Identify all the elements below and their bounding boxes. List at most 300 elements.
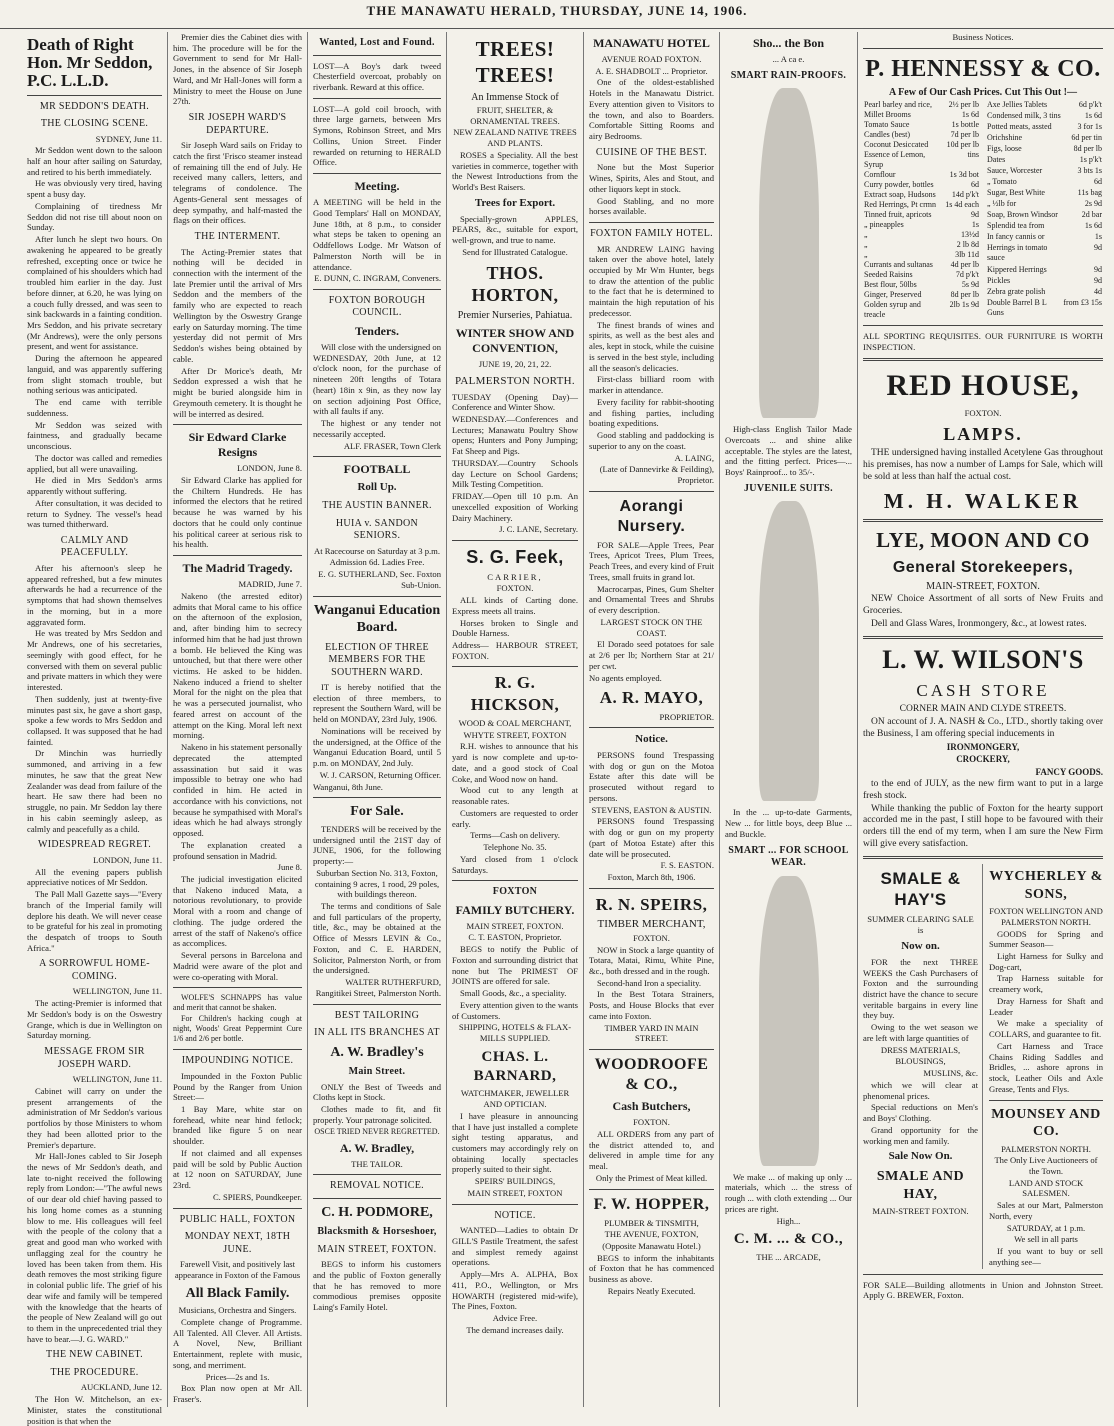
price-item: „	[864, 230, 868, 240]
price-value: 1s 6d	[1084, 111, 1102, 121]
signature: ALF. FRASER, Town Clerk	[343, 440, 441, 451]
football-banner: THE AUSTIN BANNER.	[322, 500, 432, 512]
paragraph: NOW in Stock a large quantity of Totara, Matai, Rimu, White Pine, &c., both dressed and in the rough.	[589, 944, 714, 976]
paragraph: Send for Illustrated Catalogue.	[462, 246, 568, 257]
woodroofe-place: FOXTON.	[633, 1117, 670, 1128]
price-value: 6d	[971, 180, 979, 190]
price-item: Millet Brooms	[864, 110, 911, 120]
price-row	[986, 100, 1103, 111]
school-wear-heading: SMART ... FOR SCHOOL WEAR.	[728, 844, 849, 869]
price-value: 1s 6d	[961, 110, 979, 120]
price-row	[986, 199, 1103, 210]
price-row	[863, 200, 980, 210]
hopper-name: F. W. HOPPER,	[593, 1195, 710, 1213]
paragraph: No agents employed.	[589, 672, 662, 683]
paragraph: Cart Harness and Trace Chains Riding Saddles and Bridles, ... ashore aprons in stock, Leather Oils and Axle Grease, Tents and Flys.	[989, 1040, 1103, 1094]
price-item: „ ½lb for	[987, 199, 1017, 209]
paragraph: THURSDAY.—Country Schools day Lecture on School Gardens; Milk Testing Competition.	[452, 457, 578, 490]
paragraph: GOODS for Spring and Summer Season—	[989, 928, 1103, 950]
price-item: Kippered Herrings	[987, 265, 1047, 275]
subhead: THE INTERMENT.	[194, 231, 281, 243]
subhead: ELECTION OF THREE MEMBERS FOR THE SOUTHERN WARD.	[325, 641, 429, 678]
butchery-place: FOXTON	[492, 886, 538, 898]
paragraph: NEW Choice Assortment of all sorts of New Fruits and Groceries.	[863, 594, 1103, 616]
price-row	[863, 240, 980, 250]
schnapps-ad: WOLFE'S SCHNAPPS has value and merit that cannot be shaken.	[173, 993, 302, 1013]
signature: E. DUNN, C. INGRAM, Conveners.	[314, 273, 441, 284]
paragraph: WANTED—Ladies to obtain Dr GILL'S Pastile Treatment, the safest and simplest remedy against operations.	[452, 1225, 578, 1268]
signature: A. LAING,	[674, 452, 714, 463]
price-item: „ pineapples	[864, 220, 904, 230]
paragraph: Suburban Section No. 313, Foxton, containing 9 acres, 1 rood, 29 poles, with buildings thereon.	[314, 867, 440, 900]
speirs-name: R. N. SPEIRS,	[595, 894, 708, 914]
price-row	[863, 210, 980, 220]
price-value: 2 lb 8d	[956, 240, 979, 250]
price-item: Curry powder, bottles	[864, 180, 934, 190]
paragraph: FRUIT, SHELTER, & ORNAMENTAL TREES.	[470, 105, 560, 126]
paragraph: BEGS to inform his customers and the public of Foxton generally that he has removed to more commodious premises opposite Laing's Family Hotel.	[313, 1259, 441, 1313]
paragraph: The judicial investigation elicited that Nakeno induced Mata, a notorious revolutionary, to provide Moral with a room and change of clothing. The judge ordered the arrest of the staff of Nakeno's office as accomplices.	[173, 873, 302, 949]
hickson-sub: WOOD & COAL MERCHANT,	[458, 717, 572, 728]
paragraph: He was treated by Mrs Seddon and Mr Andrews, one of his secretaries, seemingly with good effect, for he conversed with them on several public and private matters in which they were interested.	[27, 628, 162, 693]
paragraph: ON account of J. A. NASH & Co., LTD., shortly taking over the Business, I am offering special inducements in	[863, 717, 1103, 740]
paragraph: SHIPPING, HOTELS & FLAX-MILLS SUPPLIED.	[458, 1022, 572, 1044]
price-row	[863, 190, 980, 200]
paragraph: Grand opportunity for the working men and family.	[863, 1124, 978, 1146]
price-item: Splendid tea from	[987, 221, 1045, 231]
subhead: A SORROWFUL HOME-COMING.	[39, 958, 150, 982]
price-item: Orichshine	[987, 133, 1023, 143]
paragraph: Premier dies the Cabinet dies with him. The procedure will be for the Government to send for Mr Hall-Jones, in the absence of Sir Joseph Ward, and Mr Hall-Jones will form a Ministry to meet the House on June 27th.	[173, 32, 302, 107]
paragraph: The finest brands of wines and spirits, as well as the best ales and ales, kept in stock, while the cuisine is served in the best style, including all the season's delicacies.	[589, 319, 714, 373]
price-row	[863, 280, 980, 290]
signature: WALTER RUTHERFURD, Rangitikei Street, Palmerston North.	[315, 977, 441, 998]
paragraph: Nakeno in his statement personally deprecated the attempted assassination but said it was impossible to betray one who had confided in him. He acted in accordance with his convictions, not because he sympathised with Moral's ideas which he had always strongly opposed.	[173, 742, 302, 839]
paragraph: Sir Edward Clarke has applied for the Chiltern Hundreds. He has informed the electors that he retired because he was warned by his doctors that he could only continue his political career at serious risk to his health.	[173, 475, 302, 550]
price-value: 7d p'k't	[955, 270, 979, 280]
paragraph: SPEIRS' BUILDINGS,	[474, 1176, 556, 1187]
price-value: 3lb 11d	[955, 250, 979, 260]
price-item: Golden syrup and treacle	[864, 300, 921, 320]
price-value: 6d	[1094, 177, 1102, 187]
price-value: 1s p'k't	[1079, 155, 1102, 165]
walker-name: M. H. WALKER	[883, 489, 1083, 514]
paragraph: WEDNESDAY.—Conferences and Lectures; Manawatu Poultry Show opens; Hunters and Pony Jumping; Fat Sheep and Pigs.	[452, 414, 578, 457]
overcoat-figure-illustration	[759, 88, 819, 418]
price-item: In fancy cannis or	[987, 232, 1045, 242]
horton-sub: Premier Nurseries, Pahiatua.	[457, 309, 573, 321]
dateline: SYDNEY, June 11.	[95, 133, 162, 144]
paragraph: El Dorado seed potatoes for sale at 2/6 per lb; Northern Star at 21/ per cwt.	[589, 639, 714, 671]
column-5	[583, 32, 719, 1407]
paragraph: We sell in all parts	[1014, 1234, 1078, 1245]
paragraph: The Acting-Premier states that nothing will be decided in connection with the interment of the late Premier until the arrival of Mrs Seddon and the members of the family who are expected to reach Wellington by the Oswestry Grange early on Saturday morning. The time yesterday did not permit of Mrs Seddon's wishes being obtained by cable.	[173, 246, 302, 364]
price-row	[986, 243, 1103, 265]
paragraph: Musicians, Orchestra and Singers.	[178, 1305, 297, 1316]
paragraph: Sir Joseph Ward sails on Friday to catch the first 'Frisco steamer instead of remaining till the end of July. He received many callers, letters, and telegrams of condolence. The Agents-General sent messages of deep sympathy, and half-masted the flags on their offices.	[173, 140, 302, 226]
speirs-sub: TIMBER MERCHANT,	[597, 918, 706, 931]
price-value: 4d	[1094, 287, 1102, 297]
paragraph: Telephone No. 35.	[483, 842, 547, 853]
speirs-place: FOXTON.	[633, 932, 670, 943]
paragraph: The Hon W. Mitchelson, an ex-Minister, states the constitutional position is that when the	[27, 1394, 162, 1426]
paragraph: Address— HARBOUR STREET, FOXTON.	[452, 640, 578, 661]
paragraph: DRESS MATERIALS,	[880, 1044, 961, 1055]
export-heading: Trees for Export.	[474, 196, 556, 209]
paragraph: Clothes made to fit, and fit properly. Your patronage solicited.	[313, 1104, 441, 1125]
paragraph: Impounded in the Foxton Public Pound by the Ranger from Union Street:—	[173, 1070, 302, 1103]
price-value: 1s	[971, 220, 979, 230]
bradley-name: A. W. Bradley's	[330, 1044, 424, 1060]
paragraph: I have pleasure in announcing that I have just installed a complete sight testing apparatus, and customers may accordingly rely on obtaining locally spectacles properly suited to their sight.	[452, 1110, 578, 1175]
juvenile-heading: JUVENILE SUITS.	[744, 482, 833, 494]
paragraph: BEGS to notify the Public of Foxton and surrounding district that none but The PRIMEST OF JOINTS are offered for sale.	[452, 944, 578, 987]
price-item: Axe Jellies Tablets	[987, 100, 1048, 110]
subhead: THE NEW CABINET.	[46, 1349, 143, 1361]
price-item: Red Herrings, Pt crmn	[864, 200, 936, 210]
paragraph: A MEETING will be held in the Good Templars' Hall on MONDAY, June 18th, at 8 p.m., to consider what steps be taken to opening an Oddfellows Lodge. Mr Watson of Palmerston North will be in attendance.	[313, 197, 441, 272]
mayo-name: A. R. MAYO,	[599, 688, 704, 708]
hall-heading: PUBLIC HALL, FOXTON	[179, 1213, 296, 1225]
cough-ad: For Children's hacking cough at night, Woods' Great Peppermint Cure 1/6 and 2/6 per bottle.	[173, 1014, 302, 1044]
podmore-sub: Blacksmith & Horseshoer,	[317, 1226, 437, 1238]
football-roll: Roll Up.	[357, 481, 397, 494]
lost-ad: LOST—A Boy's dark tweed Chesterfield overcoat, probably on riverbank. Reward at this office.	[313, 60, 441, 92]
paragraph: ALL ORDERS from any part of the district attended to, and delivered in ample time for any meal.	[589, 1128, 714, 1172]
paragraph: First-class billiard room with marker in attendance.	[589, 374, 714, 396]
dateline: Wanganui, 8th June.	[313, 781, 383, 792]
price-value: 7d per lb	[950, 130, 979, 140]
price-value: 11s bag	[1077, 188, 1102, 198]
paragraph: The Only Live Auctioneers of the Town.	[994, 1155, 1098, 1177]
price-item: Zebra grate polish	[987, 287, 1046, 297]
price-value: 2lb 1s 9d	[949, 300, 979, 310]
subhead: THE CLOSING SCENE.	[40, 118, 149, 130]
paragraph: An Immense Stock of	[471, 91, 559, 103]
price-item: Tinned fruit, apricots	[864, 210, 932, 220]
paragraph: After lunch he slept two hours. On awakening he appeared to be greatly refreshed, excepting once or twice he complained of his shoulders which had troubled him earlier in the day. Just before dinner, at 6.20, he was lying on a couch fully dressed, and was seen to sink backwards in a fainting condition. Mrs Seddon, and his private secretary (Mr Andrews), were the only persons present, and went for assistance.	[27, 234, 162, 352]
butchery-heading: FAMILY BUTCHERY.	[455, 902, 575, 917]
red-house-heading: RED HOUSE,	[886, 368, 1080, 402]
dateline: LONDON, June 11.	[93, 854, 162, 865]
notice-heading: NOTICE.	[494, 1209, 536, 1221]
price-value: 1s	[1094, 232, 1102, 242]
price-item: Pickles	[987, 276, 1011, 286]
price-item: Condensed milk, 3 tins	[987, 111, 1061, 121]
price-row	[986, 221, 1103, 232]
paragraph: Light Harness for Sulky and Dog-cart,	[989, 951, 1103, 972]
paragraph: He was obviously very tired, having spent a busy day.	[27, 178, 162, 200]
notice-heading: Notice.	[635, 733, 668, 746]
paragraph: AVENUE ROAD FOXTON.	[601, 54, 702, 64]
paragraph: Owing to the wet season we are left with large quantities of	[863, 1022, 978, 1043]
feek-place: FOXTON.	[496, 583, 534, 594]
wanganui-heading: Wanganui Education Board.	[313, 602, 441, 636]
paragraph: Advice Free.	[492, 1313, 538, 1324]
arcade: THE ... ARCADE,	[756, 1252, 821, 1263]
paragraph: MUSLINS, &c.	[923, 1068, 978, 1079]
price-row	[863, 170, 980, 180]
woodroofe-sub: Cash Butchers,	[612, 1099, 691, 1114]
paragraph: Nakeno (the arrested editor) admits that Moral came to his office on the afternoon of the explosion, and, after binding him to secrecy informed him that he had just thrown a bomb. He believed the King was untouched, but that there were other victims. He asked to be hidden. Nakeno induced a friend to shelter Moral for the night on the plea that he was a persecuted journalist, who feared arrest on account of the attempt on the King. Moral left next morning.	[173, 590, 302, 741]
paragraph: Specially-grown APPLES, PEARS, &c., suitable for export, well-grown, and true to name.	[452, 213, 578, 246]
paragraph: Box Plan now open at Mr All. Fraser's.	[173, 1383, 302, 1404]
paragraph: Horses broken to Single and Double Harness.	[452, 617, 578, 639]
signature: E. G. SUTHERLAND, Sec. Foxton Sub-Union.	[318, 569, 441, 590]
price-list	[863, 100, 1103, 320]
paragraph: TUESDAY (Opening Day)—Conference and Winter Show.	[452, 391, 578, 413]
column-2	[167, 32, 307, 1407]
signature: F. S. EASTON.	[660, 860, 714, 871]
price-row	[986, 133, 1103, 144]
paragraph: Then suddenly, just at twenty-five minutes past six, he gave a short gasp, spoke a few words to Mrs Seddon and collapsed. It was supposed that he had fainted.	[27, 693, 162, 747]
paragraph: The terms and conditions of Sale and full particulars of the property, title, &c., may be obtained at the Office of Messrs LEVIN & Co., Foxton, and C. E. HARDEN, Solicitor, Palmerston North, or from the undersigned.	[313, 901, 441, 976]
price-item: Sugar, Best White	[987, 188, 1045, 198]
price-item: Coconut Desiccated	[864, 140, 929, 150]
price-item: Currants and sultanas	[864, 260, 933, 270]
paragraph: Wood cut to any length at reasonable rates.	[452, 785, 578, 807]
street: MAIN-STREET FOXTON.	[872, 1206, 969, 1217]
red-house-place: FOXTON.	[964, 408, 1002, 419]
subhead: CALMLY AND PEACEFULLY.	[60, 534, 129, 559]
paragraph: Several persons in Barcelona and Madrid were aware of the plot and were co-operating with Moral.	[173, 950, 302, 982]
price-value: 1s 6d	[1084, 221, 1102, 231]
column-7	[857, 32, 1108, 1407]
price-item: Cornflour	[864, 170, 896, 180]
price-item: Seeded Raisins	[864, 270, 913, 280]
tenders-heading: Tenders.	[355, 323, 399, 338]
paragraph: Yard closed from 1 o'clock Saturdays.	[452, 853, 578, 875]
paragraph: After Dr Morice's death, Mr Seddon expressed a wish that he might be buried alongside him in Greymouth cemetery. It is thought he will be interred as desired.	[173, 365, 302, 419]
price-value: from £3 15s	[1063, 298, 1102, 308]
price-item: Figs, loose	[987, 144, 1022, 154]
paragraph: Complete change of Programme. All Talented. All Clever. All Artists. A Novel, New, Brilliant Entertainment, replete with music, song, and merriment.	[173, 1316, 302, 1370]
price-value: 9d	[971, 210, 979, 220]
paragraph: Good Stabling, and no more horses available.	[589, 195, 714, 217]
street: CORNER MAIN AND CLYDE STREETS.	[899, 704, 1067, 715]
price-row	[986, 177, 1103, 188]
hickson-name: R. G. HICKSON,	[470, 673, 560, 714]
for-sale-heading: For Sale.	[350, 804, 404, 820]
paragraph: The highest or any tender not necessarily accepted.	[313, 418, 441, 439]
paragraph: After his afternoon's sleep he appeared refreshed, but a few minutes afterwards he had a recurrence of the symptoms that had shown themselves in the morning, but in a more aggravated form.	[27, 562, 162, 627]
price-item: Potted meats, assted	[987, 122, 1052, 132]
wycherley-sub: FOXTON WELLINGTON AND PALMERSTON NORTH.	[989, 906, 1103, 927]
paragraph: Dray Harness for Shaft and Leader	[989, 995, 1103, 1017]
paragraph: 1 Bay Mare, white star on forehead, white near hind fetlock; branded like figure 5 on near shoulder.	[173, 1104, 302, 1147]
paragraph: TIMBER YARD IN MAIN STREET.	[604, 1022, 699, 1044]
family-hotel-heading: FOXTON FAMILY HOTEL.	[590, 228, 713, 240]
signature: A. W. Bradley,	[339, 1140, 415, 1155]
price-item: „	[864, 240, 868, 250]
paragraph: Dr Minchin was hurriedly summoned, and arriving in a few minutes, he saw that the great New Zealander was dead from failure of the heart. He saw there had been no struggle, no pain. Mr Seddon lay there in his cabin seemingly asleep, as calmly and peacefully as a child.	[27, 748, 162, 834]
paragraph: LAND AND STOCK SALESMEN.	[1008, 1177, 1084, 1199]
price-value: 8d per lb	[1073, 144, 1102, 154]
street: MAIN-STREET, FOXTON.	[926, 580, 1040, 592]
dates: JUNE 19, 20, 21, 22.	[478, 359, 552, 370]
price-item: Extract soap, Hudsons	[864, 190, 936, 200]
column-3	[307, 32, 446, 1407]
paragraph: Will close with the undersigned on WEDNESDAY, 20th June, at 12 o'clock noon, for the purchase of nineteen 20ft lengths of Totara (heart) 18in x 9in, as they now lay on section adjoining Post Office, with all faults if any.	[313, 341, 441, 417]
hopper-street: THE AVENUE, FOXTON,	[604, 1229, 699, 1240]
dateline: Foxton, March 8th, 1906.	[607, 872, 696, 883]
price-row	[863, 300, 980, 320]
seddon-headline: Death of Right Hon. Mr Seddon, P.C. L.L.D.	[27, 35, 153, 90]
paragraph: During the afternoon he appeared languid, and was apparently suffering from slight stomach trouble, but nothing serious was anticipated.	[27, 353, 162, 396]
paragraph: BEGS to inform the inhabitants of Foxton that he has commenced business as above.	[589, 1252, 714, 1285]
masthead: THE MANAWATU HERALD, THURSDAY, JUNE 14, 1906.	[0, 3, 1114, 29]
wilson-name: L. W. WILSON'S	[882, 644, 1084, 674]
price-row	[863, 290, 980, 300]
paragraph: Farewell Visit, and positively last appearance in Foxton of the Famous	[174, 1259, 301, 1280]
price-row	[986, 232, 1103, 243]
price-row	[863, 130, 980, 140]
paragraph: PERSONS found Trespassing with dog or gun on my property (part of Motoa Estate) after this date will be prosecuted.	[589, 816, 714, 859]
barnard-sub: WATCHMAKER, JEWELLER AND OPTICIAN.	[460, 1088, 570, 1110]
wycherley-name: WYCHERLEY & SONS,	[989, 869, 1103, 902]
price-value: 3 bts 1s	[1077, 166, 1102, 176]
paragraph: High-class English Tailor Made Overcoats ... and shine alike acceptable. The styles are the latest, and the fitting perfect. Prices—... Boys' Rainproof... to 35/-.	[725, 424, 852, 478]
paragraph: R.H. wishes to announce that his yard is now complete and up-to-date, and a good stock of Coal Coke, and Wood now on hand.	[452, 741, 578, 784]
subhead: THE PROCEDURE.	[50, 1366, 139, 1378]
price-row	[863, 120, 980, 130]
mayo-sub: PROPRIETOR.	[659, 711, 714, 722]
suit-figure-illustration	[759, 876, 819, 1166]
newspaper-page	[22, 32, 1108, 1426]
price-value: 9d	[1094, 243, 1102, 253]
signature: THE TAILOR.	[351, 1158, 403, 1169]
paragraph: In the ... up-to-date Garments, New ... for little boys, deep Blue ... and Buckle.	[725, 807, 852, 839]
price-item: „	[864, 250, 868, 260]
hotel-heading: MANAWATU HOTEL	[593, 36, 710, 50]
paragraph: Mr Hall-Jones cabled to Sir Joseph the news of Mr Seddon's death, and late to-night received the following reply from London:—"The awful news of our dear old chief having passed to his long home comes as a stunning blow to me. His colleagues will feel with the people of the colony that a great and good man who worked with unflagging zeal for the country he loved has been taken from them. His death removes the most striking figure in colonial public life. The grief of his dear wife and family will be tempered with the knowledge that the hearts of the people of New Zealand will go out to them in the unprecedented trial they have to bear.—J. G. WARD."	[27, 1151, 162, 1344]
paragraph: High...	[776, 1215, 801, 1226]
paragraph: Terms—Cash on delivery.	[470, 830, 560, 841]
paragraph: to the end of JULY, as the new firm want to put in a large fresh stock.	[863, 778, 1103, 801]
dateline: AUCKLAND, June 12.	[80, 1382, 162, 1393]
dateline: June 8.	[277, 862, 302, 873]
price-value: 9d	[1094, 265, 1102, 275]
price-row	[863, 150, 980, 170]
paragraph: Admission 6d. Ladies Free.	[329, 557, 425, 568]
podmore-street: MAIN STREET, FOXTON.	[317, 1243, 437, 1255]
smale-and-hay: SMALE AND HAY,	[876, 1169, 965, 1202]
price-item: Pearl barley and rice,	[864, 100, 932, 110]
column-6	[719, 32, 857, 1407]
price-row	[986, 287, 1103, 298]
paragraph: Nominations will be received by the undersigned, at the Office of the Wanganui Education Board, until 5 p.m. on MONDAY, 2nd July.	[313, 725, 441, 769]
sale-now-on: Sale Now On.	[888, 1150, 953, 1163]
paragraph: Repairs Neatly Executed.	[607, 1285, 696, 1296]
hopper-sub: PLUMBER & TINSMITH,	[604, 1217, 699, 1228]
price-item: „ Tomato	[987, 177, 1017, 187]
paragraph: Second-hand Iron a speciality.	[597, 977, 701, 988]
rain-proofs-heading: SMART RAIN-PROOFS.	[730, 69, 847, 81]
paragraph: SATURDAY, at 1 p.m.	[1006, 1222, 1086, 1233]
paragraph: C. T. EASTON, Proprietor.	[468, 932, 562, 943]
football-heading: FOOTBALL	[343, 462, 411, 477]
price-row	[986, 276, 1103, 287]
price-value: 6d per tin	[1071, 133, 1102, 143]
paragraph: The acting-Premier is informed that Mr Seddon's body is on the Oswestry Grange, which is due in Wellington on Saturday morning.	[27, 998, 162, 1041]
now-on: Now on.	[901, 940, 940, 953]
price-value: 6d p'k't	[1078, 100, 1102, 110]
is: is	[917, 925, 924, 936]
price-item: Ginger, Preserved	[864, 290, 922, 300]
subhead: SIR JOSEPH WARD'S DEPARTURE.	[188, 112, 287, 136]
all-black-family: All Black Family.	[185, 1285, 290, 1301]
paragraph: Cabinet will carry on under the present arrangements of the administration of Mr Seddon's various portfolios by those Ministers to whom they had been allotted prior to the Premier's departure.	[27, 1085, 162, 1150]
price-row	[986, 122, 1103, 133]
price-row	[863, 180, 980, 190]
price-value: 3 for 1s	[1077, 122, 1102, 132]
price-value: 5s 9d	[961, 280, 979, 290]
hickson-street: WHYTE STREET, FOXTON	[463, 729, 567, 740]
paragraph: Dell and Glass Wares, Ironmongery, &c., at lowest rates.	[871, 618, 1087, 629]
goods: FANCY GOODS.	[1035, 766, 1103, 777]
impound-heading: IMPOUNDING NOTICE.	[181, 1055, 294, 1067]
lye-moon-name: LYE, MOON AND CO	[876, 528, 1090, 553]
signature: J. C. LANE, Secretary.	[499, 524, 578, 535]
price-row	[863, 250, 980, 260]
price-table-left	[863, 100, 980, 320]
paragraph: MAIN STREET, FOXTON	[467, 1187, 563, 1198]
hopper-street-2: (Opposite Manawatu Hotel.)	[602, 1241, 701, 1252]
price-row	[986, 265, 1103, 276]
bottom-ads	[863, 864, 1103, 1269]
paragraph: Every facility for rabbit-shooting and fishing parties, including boating expeditions.	[589, 396, 714, 429]
price-row	[863, 100, 980, 110]
feek-name: S. G. Feek,	[466, 547, 564, 568]
horton-name: THOS. HORTON,	[471, 262, 559, 306]
price-value: 2½ per lb	[948, 100, 979, 110]
price-value: 1s 4d each	[945, 200, 979, 210]
price-value: 8d per lb	[950, 290, 979, 300]
subhead: MR SEDDON'S DEATH.	[39, 100, 150, 112]
podmore-name: C. H. PODMORE,	[321, 1204, 433, 1220]
price-value: 9d	[1094, 276, 1102, 286]
paragraph: He died in Mrs Seddon's arms apparently without suffering.	[27, 475, 162, 497]
paragraph: FOR the next THREE WEEKS the Cash Purchasers of Foxton and the surrounding district have the chance to secure veritable bargains in every line they buy.	[863, 956, 978, 1021]
price-row	[986, 111, 1103, 122]
price-value: tins	[967, 150, 979, 160]
price-item: Sauce, Worcester	[987, 166, 1043, 176]
price-row	[863, 110, 980, 120]
cuisine: CUISINE OF THE BEST.	[595, 146, 708, 158]
winter-show-heading: WINTER SHOW AND CONVENTION,	[455, 326, 575, 356]
price-item: Double Barrel B L Guns	[987, 298, 1047, 318]
price-value: 1s 3d bot	[949, 170, 979, 180]
price-item: Tomato Sauce	[864, 120, 910, 130]
price-value: 10d per lb	[946, 140, 979, 150]
paragraph: Macrocarpas, Pines, Gum Shelter and Ornamental Trees and Shrubs of every description.	[589, 583, 714, 616]
price-item: Dates	[987, 155, 1006, 165]
mounsey-name: MOUNSEY AND CO.	[991, 1106, 1101, 1140]
dateline: WELLINGTON, June 11.	[72, 986, 162, 997]
paragraph: NEW ZEALAND NATIVE TREES AND PLANTS.	[453, 127, 577, 149]
price-value: 1s bottle	[951, 120, 979, 130]
paragraph: ALL kinds of Carting done. Express meets all trains.	[452, 595, 578, 616]
trees-heading: TREES! TREES!	[475, 37, 555, 88]
paragraph: Small Goods, &c., a speciality.	[460, 988, 567, 999]
hennessy-name: P. HENNESSY & CO.	[865, 55, 1101, 82]
paragraph: Apply—Mrs A. ALPHA, Box 411, P.O., Wellington, or Mrs HOWARTH (registered mid-wife), The Pines, Foxton.	[452, 1269, 578, 1312]
paragraph: which we will clear at phenomenal prices.	[863, 1079, 978, 1101]
paragraph: Customers are requested to order early.	[452, 807, 578, 829]
prices: Prices—2s and 1s.	[205, 1371, 270, 1382]
subhead: WIDESPREAD REGRET.	[38, 839, 151, 851]
paragraph: None but the Most Superior Wines, Spirits, Ales and Stout, and other liquors kept in stock.	[589, 162, 714, 194]
